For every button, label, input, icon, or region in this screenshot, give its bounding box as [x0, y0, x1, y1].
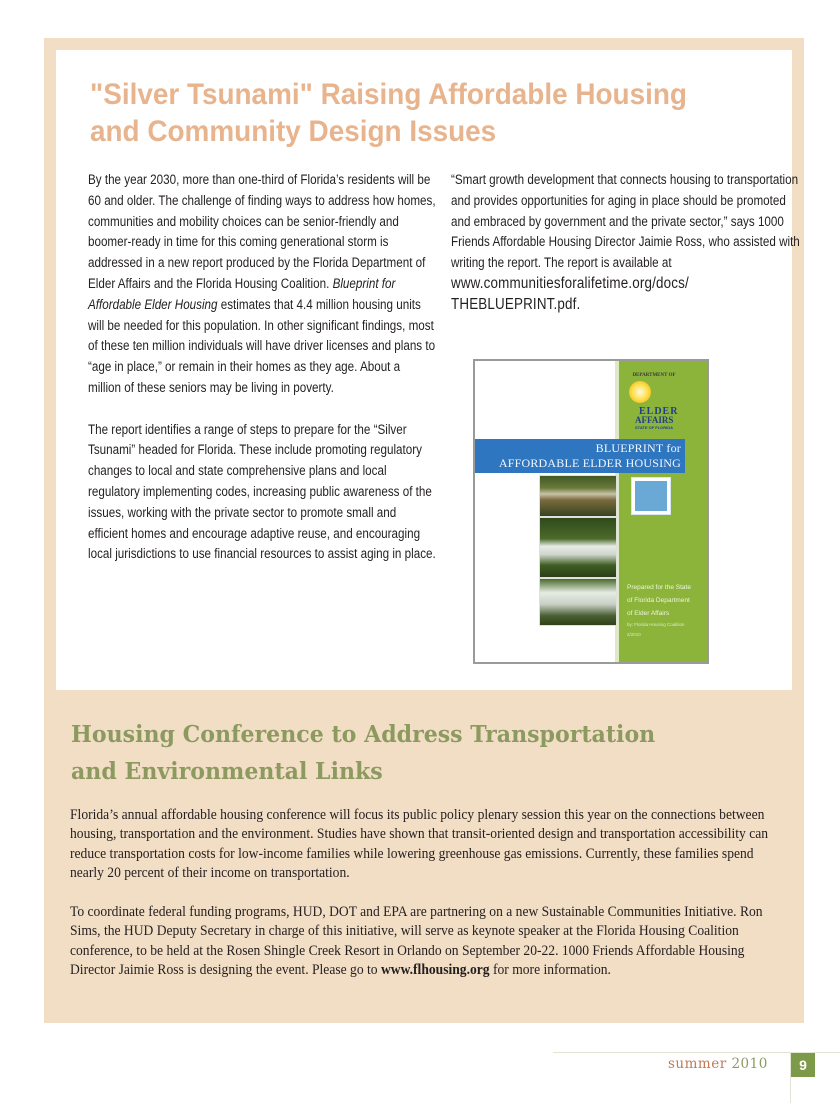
page-number-badge: 9 [791, 1053, 815, 1077]
text-span: By the year 2030, more than one-third of Florida’s residents will be 60 and older. The challenge of finding ways to address how homes, communities and mobility choices can be senior-friendly and boomer-ready in time for this coming generational storm is addressed in a new report produced by the Florida Department of Elder Affairs and the Florida Housing Coalition. [88, 172, 436, 291]
title-line-2: and Community Design Issues [90, 115, 497, 148]
url-line-2[interactable]: THEBLUEPRINT.pdf. [451, 295, 581, 313]
logo-dept-text: DEPARTMENT OF [632, 373, 676, 378]
florida-housing-coalition-logo [631, 477, 671, 515]
title-line-1: Housing Conference to Address Transportation [71, 721, 656, 748]
paragraph: Florida’s annual affordable housing conference will focus its public policy plenary session this year on the connections between housing, transportation and the environment. Studies have shown that transit-oriented design and transportation accessibility can reduce transportation costs for low-income families while lowering greenhouse gas emissions. Currently, these families spend nearly 20 percent of their income on transportation. [70, 807, 769, 882]
issue-season: summer [668, 1056, 727, 1072]
report-title-italic: Blueprint for Affordable Elder Housing [88, 275, 396, 312]
paragraph [70, 903, 769, 981]
text-span: for more information. [489, 962, 611, 979]
paragraph [88, 170, 436, 399]
prepared-line: of Florida Department [627, 597, 690, 604]
cover-photo-house-1 [539, 475, 617, 517]
quote-text: “Smart growth development that connects housing to transportation and provides opportunities for aging in place should be promoted and embraced by government and the private sector,” says 1000 Friends Affordable Housing Director Jaimie Ross, who assisted with writing the report. The report is available at [451, 172, 800, 271]
logo-affairs-text: AFFAIRS [635, 415, 674, 425]
logo-elder-text: ELDER [639, 406, 679, 417]
url-line-1[interactable]: www.communitiesforalifetime.org/docs/ [451, 274, 689, 292]
cover-title-line-1: BLUEPRINT for [595, 441, 681, 455]
house-icon [635, 481, 667, 511]
cover-title-band [475, 439, 685, 473]
cover-title-line-2: AFFORDABLE ELDER HOUSING [498, 456, 681, 470]
title-line-1: "Silver Tsunami" Raising Affordable Housing [90, 78, 687, 111]
prepared-by: by: Florida Housing Coalition [627, 622, 685, 627]
issue-year: 2010 [731, 1056, 768, 1072]
article-title-silver-tsunami [90, 76, 741, 150]
report-cover-image [473, 359, 709, 664]
logo-state-text: STATE OF FLORIDA [635, 425, 674, 430]
paragraph: The report identifies a range of steps to prepare for the “Silver Tsunami” headed for Florida. These include promoting regulatory changes to local and state comprehensive plans and local regulatory implementing codes, increasing public awareness of the issues, working with the private sector to promote small and efficient homes and encourage adaptive reuse, and encouraging local jurisdictions to use financial resources to assist aging in place. [88, 421, 436, 562]
title-line-2: and Environmental Links [71, 758, 383, 785]
elder-affairs-logo [623, 373, 685, 431]
sun-icon [629, 381, 651, 403]
cover-title [499, 441, 681, 471]
article-body-conference [70, 806, 769, 981]
article-column-right [451, 170, 808, 316]
article-column-left [88, 170, 436, 565]
paragraph [451, 170, 808, 316]
report-url[interactable] [451, 275, 689, 313]
cover-date: 2/2010 [627, 632, 641, 637]
cover-photo-house-3 [539, 578, 617, 626]
flhousing-link[interactable]: www.flhousing.org [380, 962, 490, 979]
text-span: estimates that 4.4 million housing units will be needed for this population. In other significant findings, most of these ten million individuals will have driver licenses and plans to “age in place,” or remain in their homes as they age. About a million of these seniors may be living in poverty. [88, 296, 436, 395]
article-title-housing-conference [71, 716, 743, 790]
prepared-line: of Elder Affairs [627, 610, 670, 617]
prepared-line: Prepared for the State [627, 584, 691, 591]
cover-photo-house-2 [539, 517, 617, 578]
issue-label [668, 1056, 768, 1072]
cover-prepared-for [627, 581, 705, 640]
text-span: To coordinate federal funding programs, HUD, DOT and EPA are partnering on a new Sustainable Communities Initiative. Ron Sims, the HUD Deputy Secretary in charge of this initiative, will serve as keynote speaker at the Florida Housing Coalition conference, to be held at the Rosen Shingle Creek Resort in Orlando on September 20-22. 1000 Friends Affordable Housing Director Jaimie Ross is designing the event. Please go to [70, 904, 763, 979]
